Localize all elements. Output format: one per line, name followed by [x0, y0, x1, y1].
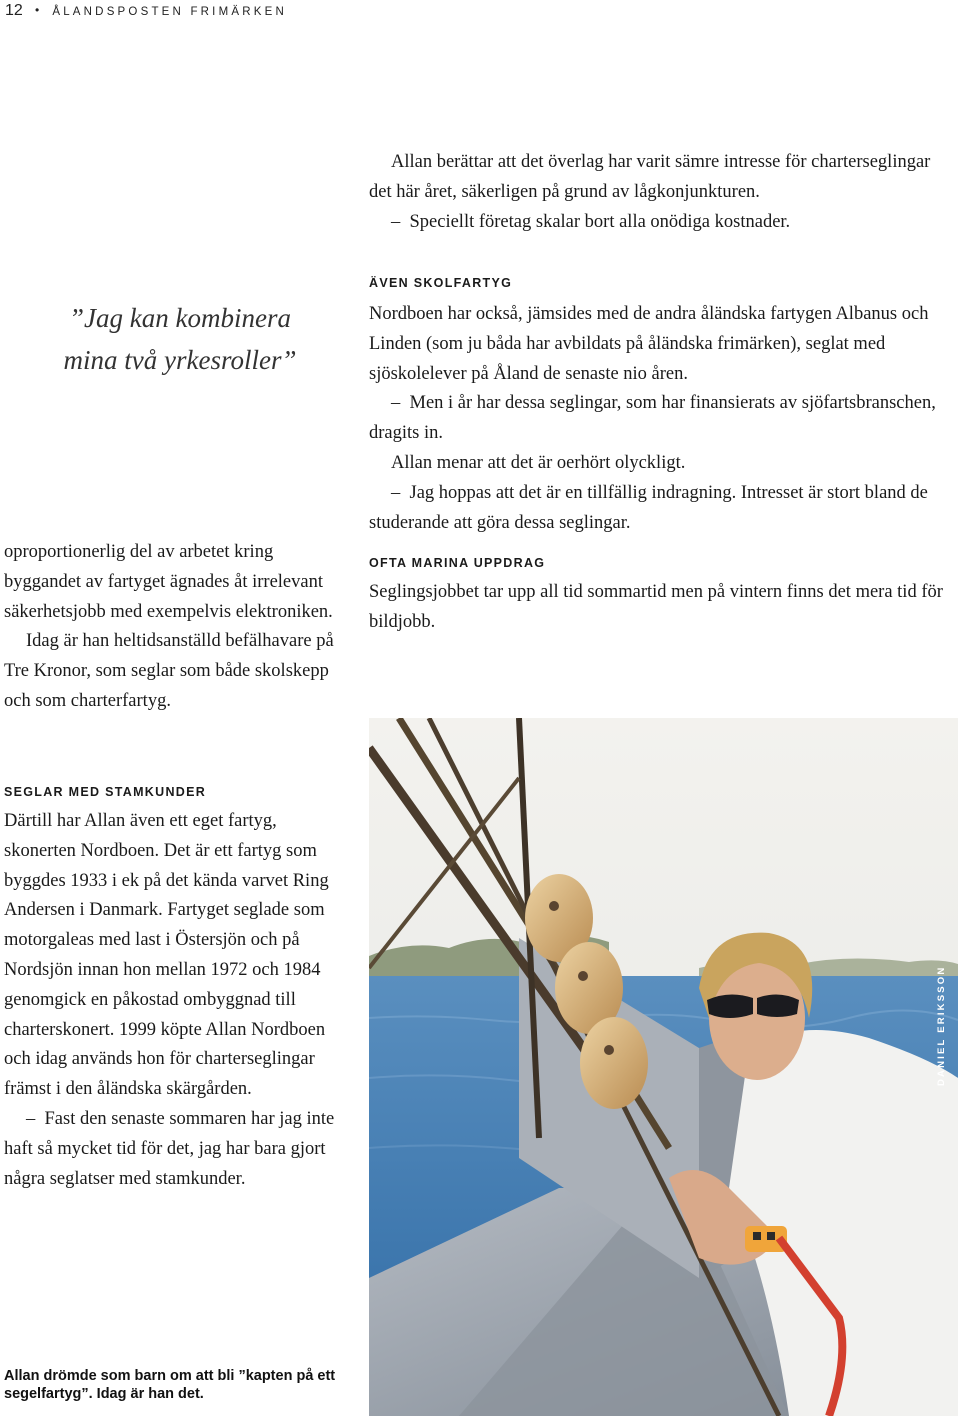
right-paragraph-1: Allan berättar att det överlag har varit sämre intresse för charterseglingar det här året, säkerligen på grund av lågkonjunkturen. [369, 152, 931, 202]
sailor-photo-illustration [369, 718, 958, 1416]
right-paragraph-2-quote: – Speciellt företag skalar bort alla onödiga kostnader. [369, 208, 956, 238]
bullet-separator: • [34, 3, 40, 17]
page-number: 12 [5, 2, 23, 19]
right-paragraph-5: Allan menar att det är oerhört olyckligt. [391, 452, 686, 473]
left-paragraph-4-quote: – Fast den senaste sommaren har jag inte haft så mycket tid för det, jag har bara gjort några seglatser med stamkunder. [4, 1105, 340, 1194]
photo-credit [936, 965, 950, 1087]
subhead-seglar-med-stamkunder: SEGLAR MED STAMKUNDER [4, 785, 207, 799]
pull-quote-line-1: Jag kan kombinera [84, 303, 291, 333]
running-header [5, 2, 287, 22]
left-column-upper [4, 538, 334, 717]
left-paragraph-1: oproportionerlig del av arbetet kring byggandet av fartyget ägnades åt irrelevant säkerhetsjobb med exempelvis elektroniken. [4, 542, 333, 622]
pull-quote: ”Jag kan kombinera mina två yrkesroller” [63, 303, 297, 375]
right-column-top [369, 148, 956, 237]
pull-quote-line-2: mina två yrkesroller [63, 345, 282, 375]
sunglasses [707, 994, 753, 1018]
right-paragraph-6-quote: – Jag hoppas att det är en tillfällig indragning. Intresset är stort bland de studerande att göra dessa seglingar. [369, 479, 956, 539]
photo-caption: Allan drömde som barn om att bli ”kapten på ett segelfartyg”. Idag är han det. [4, 1368, 336, 1402]
publication-name: ÅLANDSPOSTEN FRIMÄRKEN [52, 6, 287, 18]
sailor-photo [369, 718, 958, 1416]
left-column-lower [4, 785, 340, 1194]
left-paragraph-3: Därtill har Allan även ett eget fartyg, skonerten Nordboen. Det är ett fartyg som byggdes 1933 i ek på det kända varvet Ring Andersen i Danmark. Fartyget seglade som motorgaleas med last i Östersjön och på Nordsjön innan hon mellan 1972 och 1984 genomgick en påkostad ombyggnad till charterskonert. 1999 köpte Allan Nordboen och idag används hon för charterseglingar främst i den åländska skärgården. [4, 811, 329, 1100]
right-column-middle [369, 276, 956, 638]
photo-credit-text: DANIEL ERIKSSON [936, 965, 947, 1086]
right-paragraph-4-quote: – Men i år har dessa seglingar, som har finansierats av sjöfartsbranschen, dragits in. [369, 389, 956, 449]
left-paragraph-2: Idag är han heltidsanställd befälhavare på Tre Kronor, som seglar som både skolskepp och som charterfartyg. [4, 631, 334, 711]
right-paragraph-7: Seglingsjobbet tar upp all tid sommartid men på vintern finns det mera tid för bildjobb. [369, 582, 943, 633]
subhead-aven-skolfartyg: ÄVEN SKOLFARTYG [369, 276, 513, 290]
subhead-ofta-marina-uppdrag: OFTA MARINA UPPDRAG [369, 556, 546, 571]
right-paragraph-3: Nordboen har också, jämsides med de andra åländska fartygen Albanus och Linden (som ju båda har avbildats på åländska frimärken), seglat med sjöskolelever på Åland de senaste nio åren. [369, 304, 929, 384]
